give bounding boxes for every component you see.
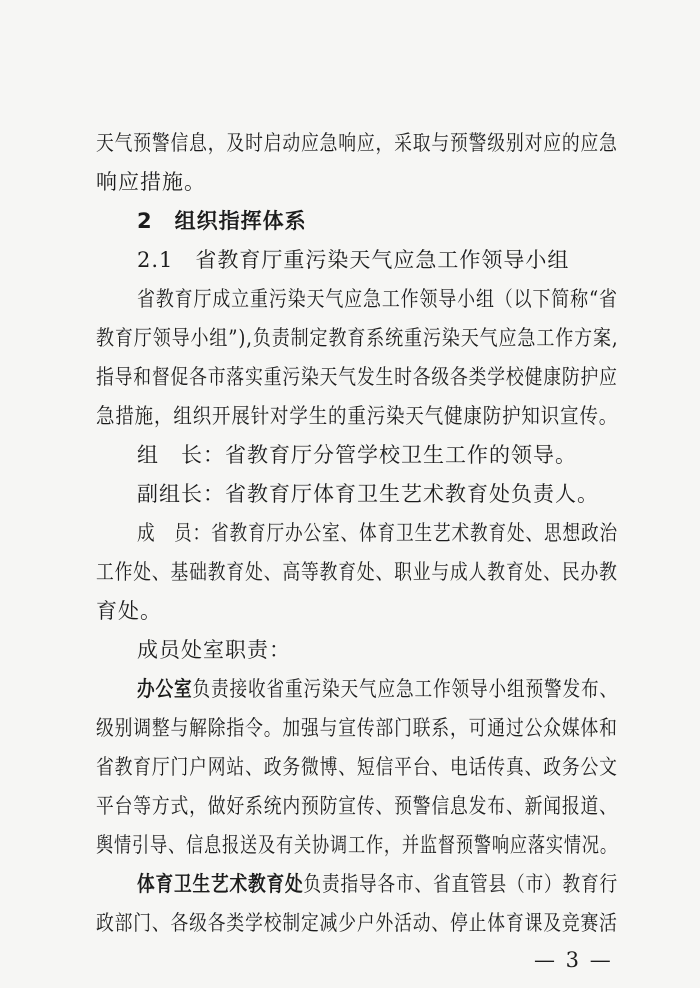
para1-line-1: 省教育厅成立重污染天气应急工作领导小组（以下简称“省 xyxy=(137,287,618,311)
duties-heading: 成员处室职责： xyxy=(137,638,291,662)
intro-line-2: 响应措施。 xyxy=(96,170,206,194)
members-line-1: 成 员：省教育厅办公室、体育卫生艺术教育处、思想政治 xyxy=(137,521,619,545)
office-line-3: 省教育厅门户网站、政务微博、短信平台、电话传真、政务公文 xyxy=(96,755,618,779)
pe-office-line-2: 政部门、各级各类学校制定减少户外活动、停止体育课及竞赛活 xyxy=(96,911,618,935)
office-name: 办公室 xyxy=(137,677,193,701)
office-line-1-rest: 负责接收省重污染天气应急工作领导小组预警发布、 xyxy=(192,677,619,701)
members-line-3: 育处。 xyxy=(96,599,162,623)
para1-line-4: 急措施，组织开展针对学生的重污染天气健康防护知识宣传。 xyxy=(96,404,619,428)
office-line-1 xyxy=(137,677,618,701)
section-2-1-heading: 2.1 省教育厅重污染天气应急工作领导小组 xyxy=(137,248,570,272)
office-line-5: 舆情引导、信息报送及有关协调工作，并监督预警响应落实情况。 xyxy=(96,833,618,857)
intro-line-1: 天气预警信息，及时启动应急响应，采取与预警级别对应的应急 xyxy=(96,131,618,155)
section-2-heading: 2 组织指挥体系 xyxy=(137,209,307,233)
pe-office-line-1 xyxy=(137,872,618,896)
leader-line: 组 长：省教育厅分管学校卫生工作的领导。 xyxy=(137,443,577,467)
office-line-4: 平台等方式，做好系统内预防宣传、预警信息发布、新闻报道、 xyxy=(96,794,618,818)
pe-office-line-1-rest: 负责指导各市、省直管县（市）教育行 xyxy=(303,872,619,896)
pe-office-name: 体育卫生艺术教育处 xyxy=(137,872,304,896)
deputy-leader-line: 副组长：省教育厅体育卫生艺术教育处负责人。 xyxy=(137,482,599,506)
office-line-2: 级别调整与解除指令。加强与宣传部门联系，可通过公众媒体和 xyxy=(96,716,618,740)
para1-line-3: 指导和督促各市落实重污染天气发生时各级各类学校健康防护应 xyxy=(96,365,618,389)
members-line-2: 工作处、基础教育处、高等教育处、职业与成人教育处、民办教 xyxy=(96,560,618,584)
para1-line-2: 教育厅领导小组”),负责制定教育系统重污染天气应急工作方案, xyxy=(96,326,619,350)
page-number: — 3 — xyxy=(534,948,613,972)
